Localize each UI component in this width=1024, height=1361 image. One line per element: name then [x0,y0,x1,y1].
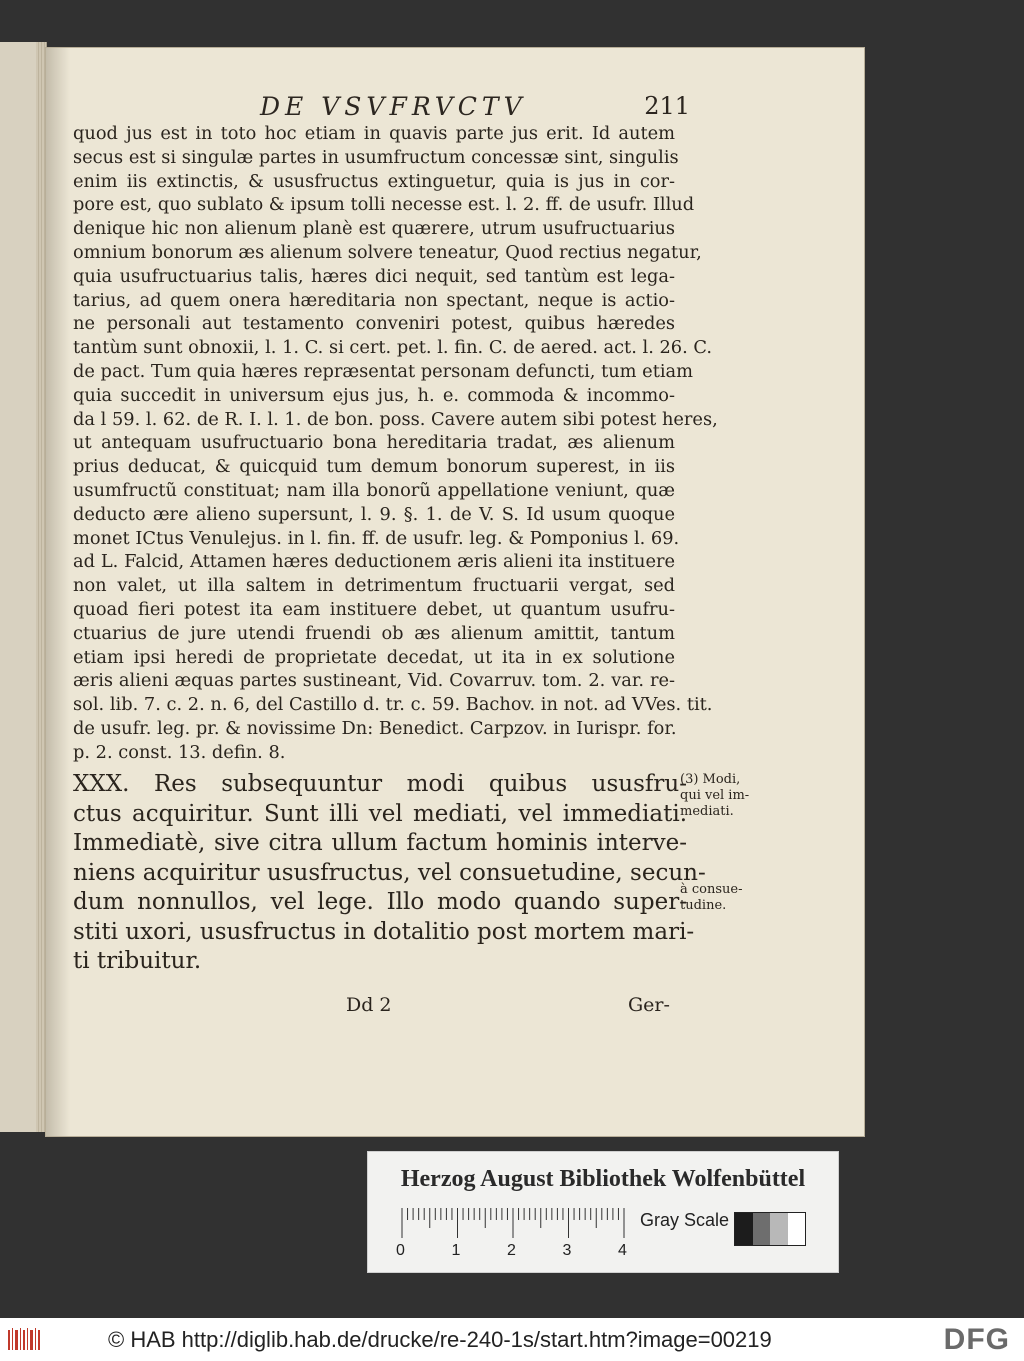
text-line: secus est si singulæ partes in usumfructum concessæ sint, singulis [73,146,679,168]
text-line: ti tribuitur. [73,948,202,974]
text-line: ctus acquiritur. Sunt illi vel mediati, vel immediati. [73,800,687,827]
margin-note-consuetudine [680,882,770,914]
text-line: deducto ære alieno supersunt, l. 9. §. 1. de V. S. Id usum quoque [73,503,675,525]
text-line: tudine. [680,898,727,913]
scale-ruler [400,1208,627,1240]
text-line: pore est, quo sublato & ipsum tolli necesse est. l. 2. ff. de usufr. Illud [73,194,695,216]
gray-scale-label: Gray Scale [640,1210,730,1230]
text-line: mediati. [680,804,734,819]
signature-mark: Dd 2 [346,994,392,1016]
text-line: omnium bonorum æs alienum solvere teneatur, Quod rectius negatur, [73,241,702,263]
text-line: etiam ipsi heredi de proprietate decedat, ut ita in ex solutione [73,646,675,668]
ruler-number: 3 [562,1242,572,1259]
gray-swatch [753,1213,771,1245]
gray-swatch [788,1213,806,1245]
body-text [73,122,718,765]
text-line: quia usufructuarius talis, hæres dici nequit, sed tantùm est lega- [73,265,675,287]
text-line: tarius, ad quem onera hæreditaria non spectant, neque is actio- [73,289,675,311]
running-head: DE VSVFRVCTV [260,92,527,121]
text-line: à consue- [680,882,743,897]
text-line: tantùm sunt obnoxii, l. 1. C. si cert. pet. l. fin. C. de aered. act. l. 26. C. [73,337,713,359]
text-line: sol. lib. 7. c. 2. n. 6, del Castillo d. tr. c. 59. Bachov. in not. ad VVes. tit. [73,694,713,716]
text-line: monet ICtus Venulejus. in l. fin. ff. de usufr. leg. & Pomponius l. 69. [73,527,680,549]
text-line: ad L. Falcid, Attamen hæres deductionem æris alieni ita instituere [73,551,675,573]
copyright-url: © HAB http://diglib.hab.de/drucke/re-240-1s/start.htm?image=00219 [108,1327,772,1352]
ruler-number: 2 [507,1242,516,1259]
text-line: da l 59. l. 62. de R. I. l. 1. de bon. poss. Cavere autem sibi potest heres, [73,408,718,430]
ruler-number: 4 [618,1242,627,1259]
footer-bar [0,1318,1024,1361]
library-name: Herzog August Bibliothek Wolfenbüttel [400,1166,806,1192]
text-line: quoad fieri potest ita eam instituere debet, ut quantum usufru- [73,598,675,620]
page-number: 211 [644,92,690,120]
text-line: XXX. Res subsequuntur modi quibus ususfru- [73,771,687,797]
catchword: Ger- [628,994,670,1016]
margin-note-modi [680,772,770,820]
gray-swatch [735,1213,753,1245]
gray-swatch [770,1213,788,1245]
ruler-number: 0 [396,1242,405,1259]
text-line: de pact. Tum quia hæres repræsentat personam defuncti, tum etiam [73,360,693,382]
text-line: usumfructũ constituat; nam illa bonorũ appellatione veniunt, quæ [73,479,675,501]
text-line: dum nonnullos, vel lege. Illo modo quando super- [73,889,687,915]
text-line: non valet, ut illa saltem in detrimentum fructuarii vergat, sed [73,575,675,597]
text-line: prius deducat, & quicquid tum demum bonorum superest, in iis [73,456,675,478]
text-line: æris alieni æquas partes sustineant, Vid. Covarruv. tom. 2. var. re- [73,670,675,692]
text-line: niens acquiritur ususfructus, vel consuetudine, secun- [73,859,706,886]
dfg-logo: DFG [943,1323,1010,1356]
text-line: stiti uxori, ususfructus in dotalitio post mortem mari- [73,918,695,945]
library-color-card [367,1151,839,1273]
ruler-number: 1 [451,1242,461,1259]
text-line: Immediatè, sive citra ullum factum hominis interve- [73,830,687,856]
text-line: ut antequam usufructuario bona hereditaria tradat, æs alienum [73,432,675,454]
section-xxx [73,770,706,977]
text-line: p. 2. const. 13. defin. 8. [73,741,286,763]
text-line: ctuarius de jure utendi fruendi ob æs alienum amittit, tantum [73,622,675,644]
text-line: de usufr. leg. pr. & novissime Dn: Benedict. Carpzov. in Iurispr. for. [73,717,677,739]
text-line: (3) Modi, [680,772,741,787]
text-line: quod jus est in toto hoc etiam in quavis parte jus erit. Id autem [73,123,675,144]
text-line: enim iis extinctis, & ususfructus extinguetur, quia is jus in cor- [73,170,675,192]
text-line: ne personali aut testamento conveniri potest, quibus hæredes [73,313,675,335]
ruler-numbers [396,1242,636,1262]
facing-page-edge [0,42,47,1132]
text-line: quia succedit in universum ejus jus, h. e. commoda & incommo- [73,384,675,406]
book-page [46,48,864,1136]
text-line: qui vel im- [680,788,750,803]
gray-scale-swatches [734,1212,806,1246]
hab-logo-icon [6,1324,44,1354]
text-line: denique hic non alienum planè est quærere, utrum usufructuarius [73,218,675,240]
